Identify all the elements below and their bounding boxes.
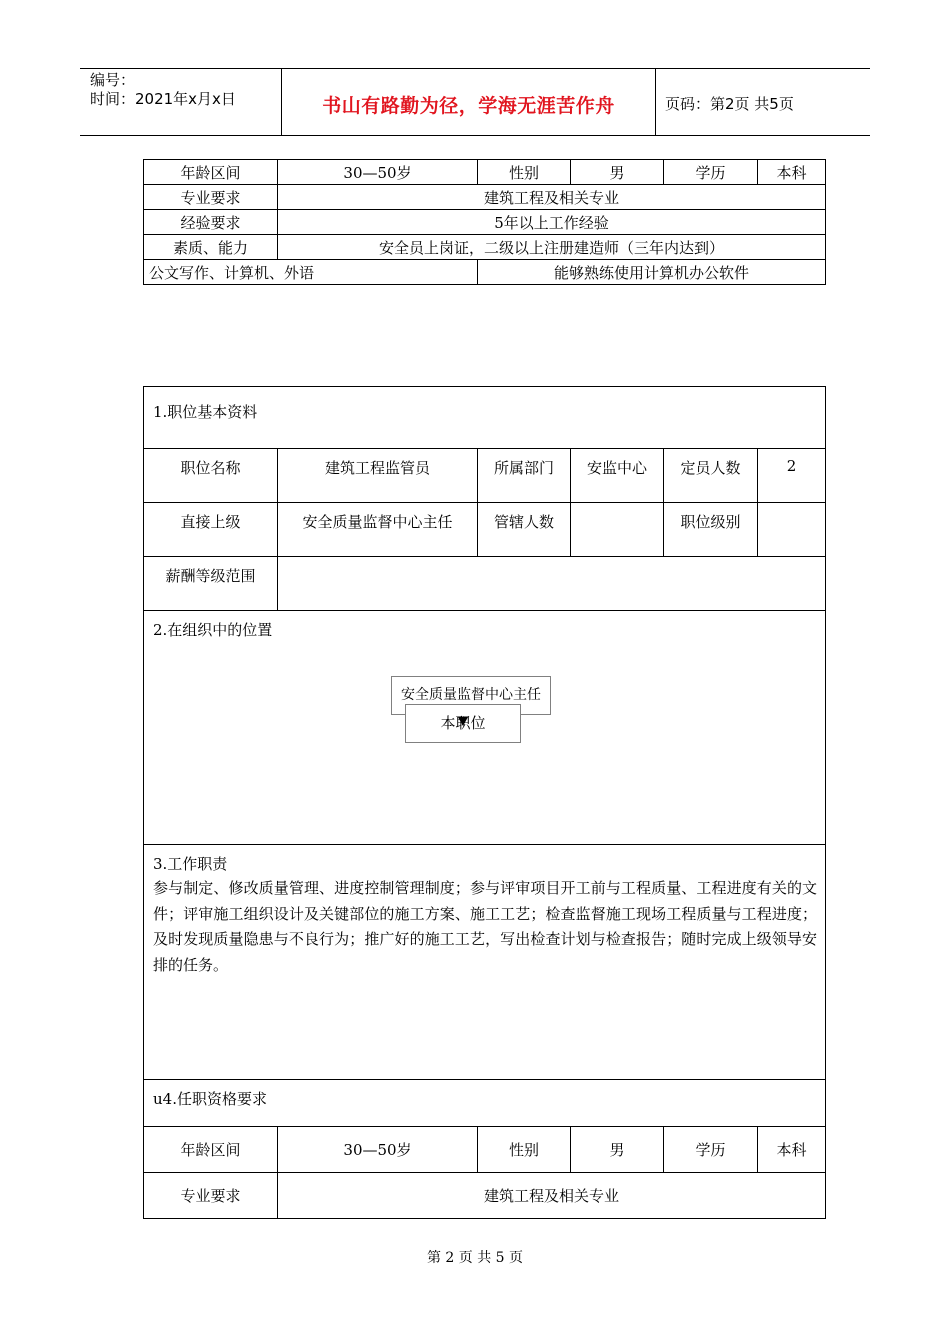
qualification-table-top [143, 159, 826, 285]
age-value: 30—50岁 [278, 1127, 478, 1173]
age-value: 30—50岁 [278, 160, 478, 185]
page-header [80, 68, 870, 136]
major-value: 建筑工程及相关专业 [278, 1173, 826, 1219]
gender-label: 性别 [478, 160, 571, 185]
table-row [144, 611, 826, 845]
section-org-position [144, 611, 826, 845]
education-value: 本科 [758, 1127, 826, 1173]
section-title-qualifications: u4.任职资格要求 [153, 1090, 267, 1108]
position-name-label: 职位名称 [144, 449, 278, 503]
major-label: 专业要求 [144, 1173, 278, 1219]
header-meta [90, 71, 280, 109]
skills-label: 公文写作、计算机、外语 [144, 260, 478, 285]
age-label: 年龄区间 [144, 160, 278, 185]
org-node-self: 本职位 [405, 704, 521, 743]
education-label: 学历 [664, 160, 758, 185]
subordinates-label: 管辖人数 [478, 503, 571, 557]
number-label: 编号： [90, 71, 136, 89]
major-value: 建筑工程及相关专业 [278, 185, 826, 210]
superior-label: 直接上级 [144, 503, 278, 557]
section-title-basic-info [144, 387, 826, 449]
position-name-value: 建筑工程监管员 [278, 449, 478, 503]
duties-text: 参与制定、修改质量管理、进度控制管理制度；参与评审项目开工前与工程质量、工程进度有关的文件；评审施工组织设计及关键部位的施工方案、施工工艺；检查监督施工现场工程质量与工程进度；及时发现质量隐患与不良行为；推广好的施工工艺，写出检查计划与检查报告；随时完成上级领导安排的任务。 [153, 879, 818, 974]
arrow-down-icon [458, 717, 468, 726]
section-qualifications [144, 1080, 826, 1127]
education-label: 学历 [664, 1127, 758, 1173]
page-footer: 第 2 页 共 5 页 [426, 1250, 524, 1266]
org-chart [153, 640, 817, 790]
table-row [144, 387, 826, 449]
table-row [144, 845, 826, 1080]
experience-value: 5年以上工作经验 [278, 210, 826, 235]
department-label: 所属部门 [478, 449, 571, 503]
section-title-text: 1.职位基本资料 [153, 403, 258, 421]
skills-value: 能够熟练使用计算机办公软件 [478, 260, 826, 285]
department-value: 安监中心 [571, 449, 664, 503]
table-row [144, 1080, 826, 1127]
age-label: 年龄区间 [144, 1127, 278, 1173]
job-description-table [143, 386, 826, 1219]
gender-value: 男 [571, 1127, 664, 1173]
table-row [144, 503, 826, 557]
table-row [144, 160, 826, 185]
table-row [144, 210, 826, 235]
table-row [144, 185, 826, 210]
section-title-duties: 3.工作职责 [153, 855, 228, 873]
table-row [144, 449, 826, 503]
gender-label: 性别 [478, 1127, 571, 1173]
salary-range-label: 薪酬等级范围 [144, 557, 278, 611]
table-row [144, 1127, 826, 1173]
org-node-superior: 安全质量监督中心主任 [391, 676, 551, 715]
table-row [144, 1173, 826, 1219]
job-level-value [758, 503, 826, 557]
table-row [144, 260, 826, 285]
salary-range-value [278, 557, 826, 611]
table-row [144, 557, 826, 611]
header-divider [655, 69, 656, 135]
header-motto: 书山有路勤为径，学海无涯苦作舟 [322, 95, 615, 117]
headcount-label: 定员人数 [664, 449, 758, 503]
superior-value: 安全质量监督中心主任 [278, 503, 478, 557]
subordinates-value [571, 503, 664, 557]
time-label: 时间：2021年x月x日 [90, 90, 236, 108]
quality-label: 素质、能力 [144, 235, 278, 260]
job-level-label: 职位级别 [664, 503, 758, 557]
header-page-info: 页码：第2页 共5页 [665, 95, 794, 113]
table-row [144, 235, 826, 260]
gender-value: 男 [571, 160, 664, 185]
section-title-org: 2.在组织中的位置 [153, 621, 273, 639]
headcount-value: 2 [758, 449, 826, 503]
section-duties [144, 845, 826, 1080]
major-label: 专业要求 [144, 185, 278, 210]
education-value: 本科 [758, 160, 826, 185]
quality-value: 安全员上岗证，二级以上注册建造师（三年内达到） [278, 235, 826, 260]
experience-label: 经验要求 [144, 210, 278, 235]
